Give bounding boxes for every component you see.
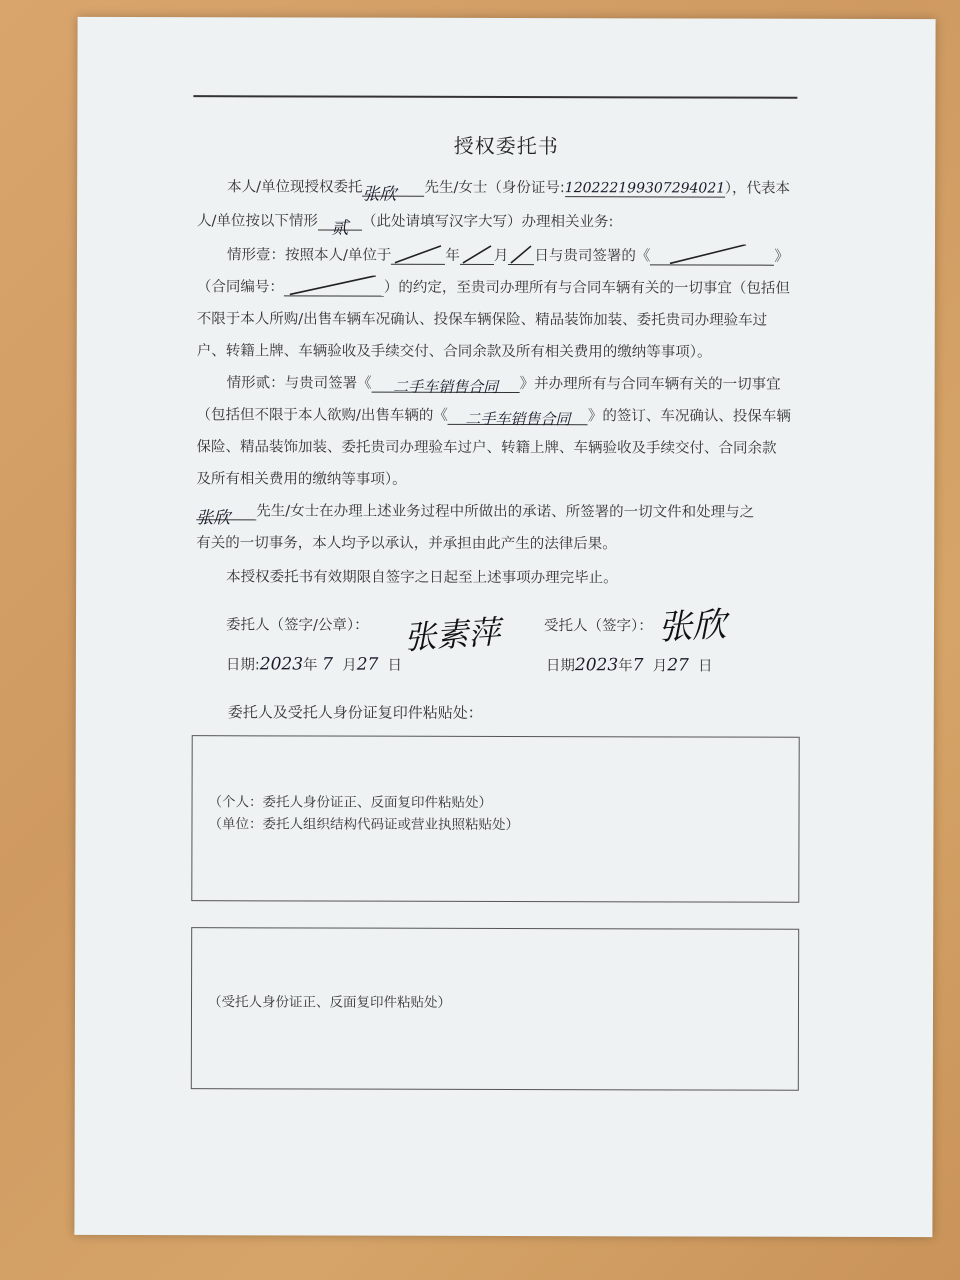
- box-instruction: （个人：委托人身份证正、反面复印件粘贴处）: [208, 794, 493, 811]
- document-title: 授权委托书: [453, 133, 559, 159]
- paragraph-line: （合同编号： ）的约定，至贵司办理所有与合同车辆有关的一切事宜（包括但: [197, 275, 807, 298]
- agent-name-field: 张欣: [363, 180, 425, 197]
- paragraph-line: 本授权委托书有效期限自签字之日起至上述事项办理完毕止。: [226, 569, 618, 587]
- box-instruction: （受托人身份证正、反面复印件粘贴处）: [207, 994, 452, 1011]
- principal-date: 日期:2023年 7 月27 日: [225, 654, 403, 675]
- header-rule: [193, 95, 797, 99]
- paragraph-line: 本人/单位现授权委托张欣 先生/女士（身份证号:120222199307294021），代表本: [227, 179, 791, 205]
- agent-id-paste-box: [191, 927, 799, 1091]
- contract-name-field-2: 二手车销售合同: [448, 408, 588, 425]
- document-page: [74, 17, 935, 1237]
- contract-name-field: 二手车销售合同: [372, 376, 520, 393]
- box-instruction: （单位：委托人组织结构代码证或营业执照粘贴处）: [208, 816, 520, 834]
- case-choice-field: 贰: [318, 214, 362, 231]
- paragraph-line: 有关的一切事务，本人均予以承认，并承担由此产生的法律后果。: [196, 535, 617, 553]
- principal-signature: 张素萍: [402, 612, 502, 658]
- paragraph-line: 情形贰：与贵司签署《 二手车销售合同 》并办理所有与合同车辆有关的一切事宜: [226, 375, 781, 396]
- blank-month: [460, 248, 494, 265]
- principal-id-paste-box: [191, 735, 799, 903]
- paragraph-line: 不限于本人所购/出售车辆车况确认、投保车辆保险、精品装饰加装、委托贵司办理验车过: [196, 311, 768, 329]
- blank-year: [391, 248, 445, 265]
- paragraph-line: 保险、精品装饰加装、委托贵司办理验车过户、转籍上牌、车辆验收及手续交付、合同余款: [196, 439, 777, 457]
- paragraph-line: 情形壹：按照本人/单位于 年 月 日与贵司签署的《 》: [227, 243, 837, 266]
- id-copy-title: 委托人及受托人身份证复印件粘贴处：: [227, 703, 483, 722]
- id-number-field: 120222199307294021: [564, 180, 726, 197]
- agent-date: 日期2023年7 月27 日: [545, 655, 713, 676]
- blank-contract-number: [284, 279, 384, 296]
- paragraph-line: 人/单位按以下情形 贰 （此处请填写汉字大写）办理相关业务:: [197, 213, 614, 239]
- agent-label: 受托人（签字）：: [543, 618, 653, 635]
- paragraph-line: 张欣 先生/女士在办理上述业务过程中所做出的承诺、所签署的一切文件和处理与之: [196, 503, 755, 529]
- agent-name-field-2: 张欣: [196, 503, 256, 520]
- paragraph-line: 户、转籍上牌、车辆验收及手续交付、合同余款及所有相关费用的缴纳等事项）。: [196, 343, 712, 361]
- agent-signature: 张欣: [657, 604, 728, 649]
- blank-contract: [650, 248, 774, 265]
- paragraph-line: 及所有相关费用的缴纳等事项）。: [196, 471, 407, 488]
- principal-label: 委托人（签字/公章）：: [225, 617, 369, 634]
- blank-day: [508, 248, 534, 265]
- paragraph-line: （包括但不限于本人欲购/出售车辆的《 二手车销售合同 》的签订、车况确认、投保车辆: [196, 407, 791, 429]
